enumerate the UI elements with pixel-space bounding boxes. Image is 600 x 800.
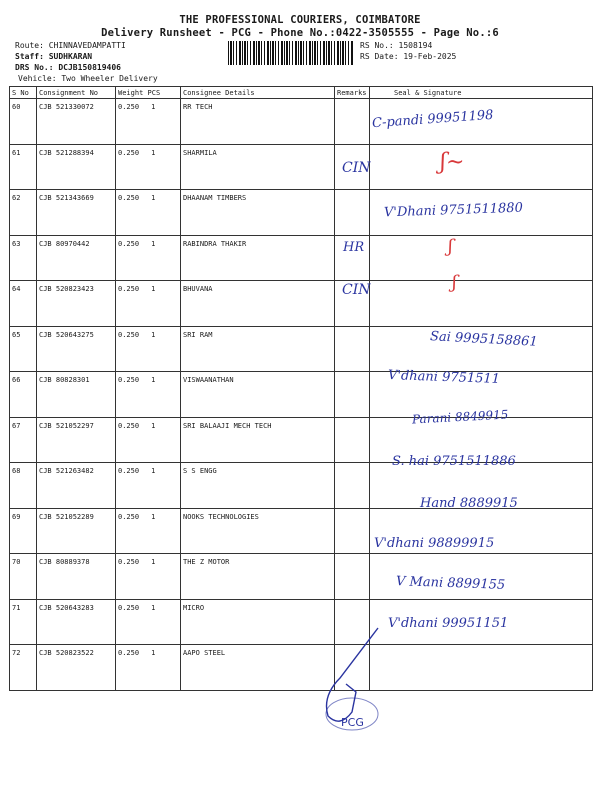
drs-value: DCJB150819406: [58, 63, 121, 72]
weight-value: 0.250: [118, 376, 140, 384]
weight-value: 0.250: [118, 467, 140, 475]
pcs-value: 1: [151, 649, 156, 657]
sno-cell: 60: [10, 99, 37, 145]
pcs-value: 1: [151, 421, 156, 430]
weight-pcs-cell: [116, 281, 181, 327]
consignee-cell: THE Z MOTOR: [181, 554, 335, 600]
weight-pcs-cell: [116, 599, 181, 645]
sno-cell: 65: [10, 326, 37, 372]
pcs-value: 1: [151, 285, 156, 293]
weight-pcs-cell: [116, 417, 181, 463]
barcode: [228, 41, 353, 65]
consignee-cell: SHARMILA: [181, 144, 335, 190]
signature-cell: [370, 645, 593, 691]
pcs-value: 1: [151, 376, 156, 384]
consignment-cell: CJB 520643275: [37, 326, 116, 372]
consignee-cell: RABINDRA THAKIR: [181, 235, 335, 281]
weight-value: 0.250: [118, 148, 140, 157]
drs-line: DRS No.: DCJB150819406: [15, 63, 121, 72]
consignee-cell: DHAANAM TIMBERS: [181, 190, 335, 236]
weight-pcs-cell: [116, 508, 181, 554]
table-header: [10, 87, 593, 99]
sno-cell: 66: [10, 372, 37, 418]
weight-value: 0.250: [118, 330, 140, 339]
weight-value: 0.250: [118, 603, 140, 612]
consignment-cell: CJB 520643283: [37, 599, 116, 645]
remarks-cell: [335, 326, 370, 372]
remark-row-63: HR: [343, 240, 365, 255]
signature-cell: [370, 281, 593, 327]
signature-row-65: Sai 9995158861: [429, 329, 538, 350]
pcg-stamp: [300, 620, 400, 740]
weight-value: 0.250: [118, 194, 140, 202]
remark-row-64: CIN: [342, 282, 371, 298]
sno-cell: 61: [10, 144, 37, 190]
col-consignment: Consignment No: [37, 87, 116, 99]
red-mark-63: ʃ: [448, 236, 453, 257]
table-row: [10, 554, 593, 600]
pcs-value: 1: [151, 194, 156, 202]
consignment-cell: CJB 521052289: [37, 508, 116, 554]
table-row: [10, 281, 593, 327]
consignment-cell: CJB 521263482: [37, 463, 116, 509]
runsheet-table: [9, 86, 593, 691]
weight-pcs-cell: [116, 326, 181, 372]
signature-cell: [370, 235, 593, 281]
vehicle-value: Two Wheeler Delivery: [61, 74, 158, 83]
weight-pcs-cell: [116, 463, 181, 509]
signature-row-66: V'dhani 9751511: [387, 368, 501, 387]
remarks-cell: [335, 417, 370, 463]
remarks-cell: [335, 372, 370, 418]
consignment-cell: CJB 521288394: [37, 144, 116, 190]
signature-row-71: V Mani 8899155: [395, 574, 506, 593]
consignee-cell: VISWAANATHAN: [181, 372, 335, 418]
col-seal-signature: Seal & Signature: [370, 87, 593, 99]
signature-row-67: Parani 8849915: [411, 407, 509, 427]
consignment-cell: CJB 80828301: [37, 372, 116, 418]
weight-value: 0.250: [118, 285, 140, 293]
table-row: [10, 144, 593, 190]
rs-no-line: RS No.: 1508194: [360, 41, 433, 50]
consignee-cell: SRI BALAAJI MECH TECH: [181, 417, 335, 463]
consignee-cell: S S ENGG: [181, 463, 335, 509]
table-row: [10, 99, 593, 145]
weight-pcs-cell: [116, 190, 181, 236]
sno-cell: 70: [10, 554, 37, 600]
sno-cell: 68: [10, 463, 37, 509]
weight-value: 0.250: [118, 103, 140, 111]
signature-cell: [370, 144, 593, 190]
rs-no-value: 1508194: [398, 41, 433, 50]
consignee-cell: NOOKS TECHNOLOGIES: [181, 508, 335, 554]
sno-cell: 72: [10, 645, 37, 691]
staff-value: SUDHKARAN: [48, 52, 93, 61]
consignment-cell: CJB 520823522: [37, 645, 116, 691]
weight-pcs-cell: [116, 144, 181, 190]
weight-pcs-cell: [116, 372, 181, 418]
rs-date-value: 19-Feb-2025: [403, 52, 457, 61]
signature-row-60: C-pandi 99951198: [371, 107, 494, 132]
route-value: CHINNAVEDAMPATTI: [48, 41, 126, 50]
weight-value: 0.250: [118, 512, 140, 521]
pcs-value: 1: [151, 148, 156, 157]
consignee-cell: AAPO STEEL: [181, 645, 335, 691]
remarks-cell: [335, 190, 370, 236]
consignment-cell: CJB 80889378: [37, 554, 116, 600]
vehicle-line: Vehicle: Two Wheeler Delivery: [18, 74, 158, 83]
remarks-cell: [335, 508, 370, 554]
rs-date-line: RS Date: 19-Feb-2025: [360, 52, 457, 61]
pcs-value: 1: [151, 603, 156, 612]
staff-line: Staff: SUDHKARAN: [15, 52, 93, 61]
table-row: [10, 235, 593, 281]
consignee-cell: BHUVANA: [181, 281, 335, 327]
sno-cell: 63: [10, 235, 37, 281]
col-weight-pcs: Weight PCS: [116, 87, 181, 99]
signature-row-62: V'Dhani 9751511880: [383, 200, 524, 221]
consignment-cell: CJB 521343669: [37, 190, 116, 236]
weight-value: 0.250: [118, 649, 140, 657]
red-mark-61: ʃ~: [440, 150, 465, 175]
signature-row-72: V'dhani 99951151: [388, 616, 509, 631]
pcs-value: 1: [151, 103, 156, 111]
remarks-cell: [335, 554, 370, 600]
consignee-cell: SRI RAM: [181, 326, 335, 372]
red-mark-64: ʃ: [452, 272, 457, 293]
col-remarks: Remarks: [335, 87, 370, 99]
sno-cell: 64: [10, 281, 37, 327]
weight-pcs-cell: [116, 99, 181, 145]
col-sno: S No: [10, 87, 37, 99]
consignee-cell: RR TECH: [181, 99, 335, 145]
pcs-value: 1: [151, 330, 156, 339]
remarks-cell: [335, 99, 370, 145]
weight-pcs-cell: [116, 554, 181, 600]
sno-cell: 71: [10, 599, 37, 645]
signature-row-69: Hand 8889915: [420, 496, 518, 511]
route-line: Route: CHINNAVEDAMPATTI: [15, 41, 126, 50]
table-row: [10, 508, 593, 554]
pcs-value: 1: [151, 467, 156, 475]
weight-value: 0.250: [118, 239, 140, 248]
sno-cell: 69: [10, 508, 37, 554]
consignment-cell: CJB 521330072: [37, 99, 116, 145]
remarks-cell: [335, 463, 370, 509]
signature-row-68: S. hai 9751511886: [392, 454, 516, 469]
runsheet-subtitle: Delivery Runsheet - PCG - Phone No.:0422-3505555 - Page No.:6: [101, 27, 499, 39]
pcs-value: 1: [151, 558, 156, 566]
weight-pcs-cell: [116, 645, 181, 691]
company-title: THE PROFESSIONAL COURIERS, COIMBATORE: [179, 14, 421, 26]
pcs-value: 1: [151, 512, 156, 521]
consignment-cell: CJB 520823423: [37, 281, 116, 327]
signature-row-70: V'dhani 98899915: [374, 536, 495, 551]
remark-row-61: CIN: [342, 160, 371, 176]
weight-pcs-cell: [116, 235, 181, 281]
sno-cell: 62: [10, 190, 37, 236]
pcs-value: 1: [151, 239, 156, 248]
weight-value: 0.250: [118, 421, 140, 430]
col-consignee: Consignee Details: [181, 87, 335, 99]
sno-cell: 67: [10, 417, 37, 463]
consignee-cell: MICRO: [181, 599, 335, 645]
weight-value: 0.250: [118, 558, 140, 566]
consignment-cell: CJB 521052297: [37, 417, 116, 463]
stamp-text: PCG: [341, 716, 364, 729]
consignment-cell: CJB 80970442: [37, 235, 116, 281]
